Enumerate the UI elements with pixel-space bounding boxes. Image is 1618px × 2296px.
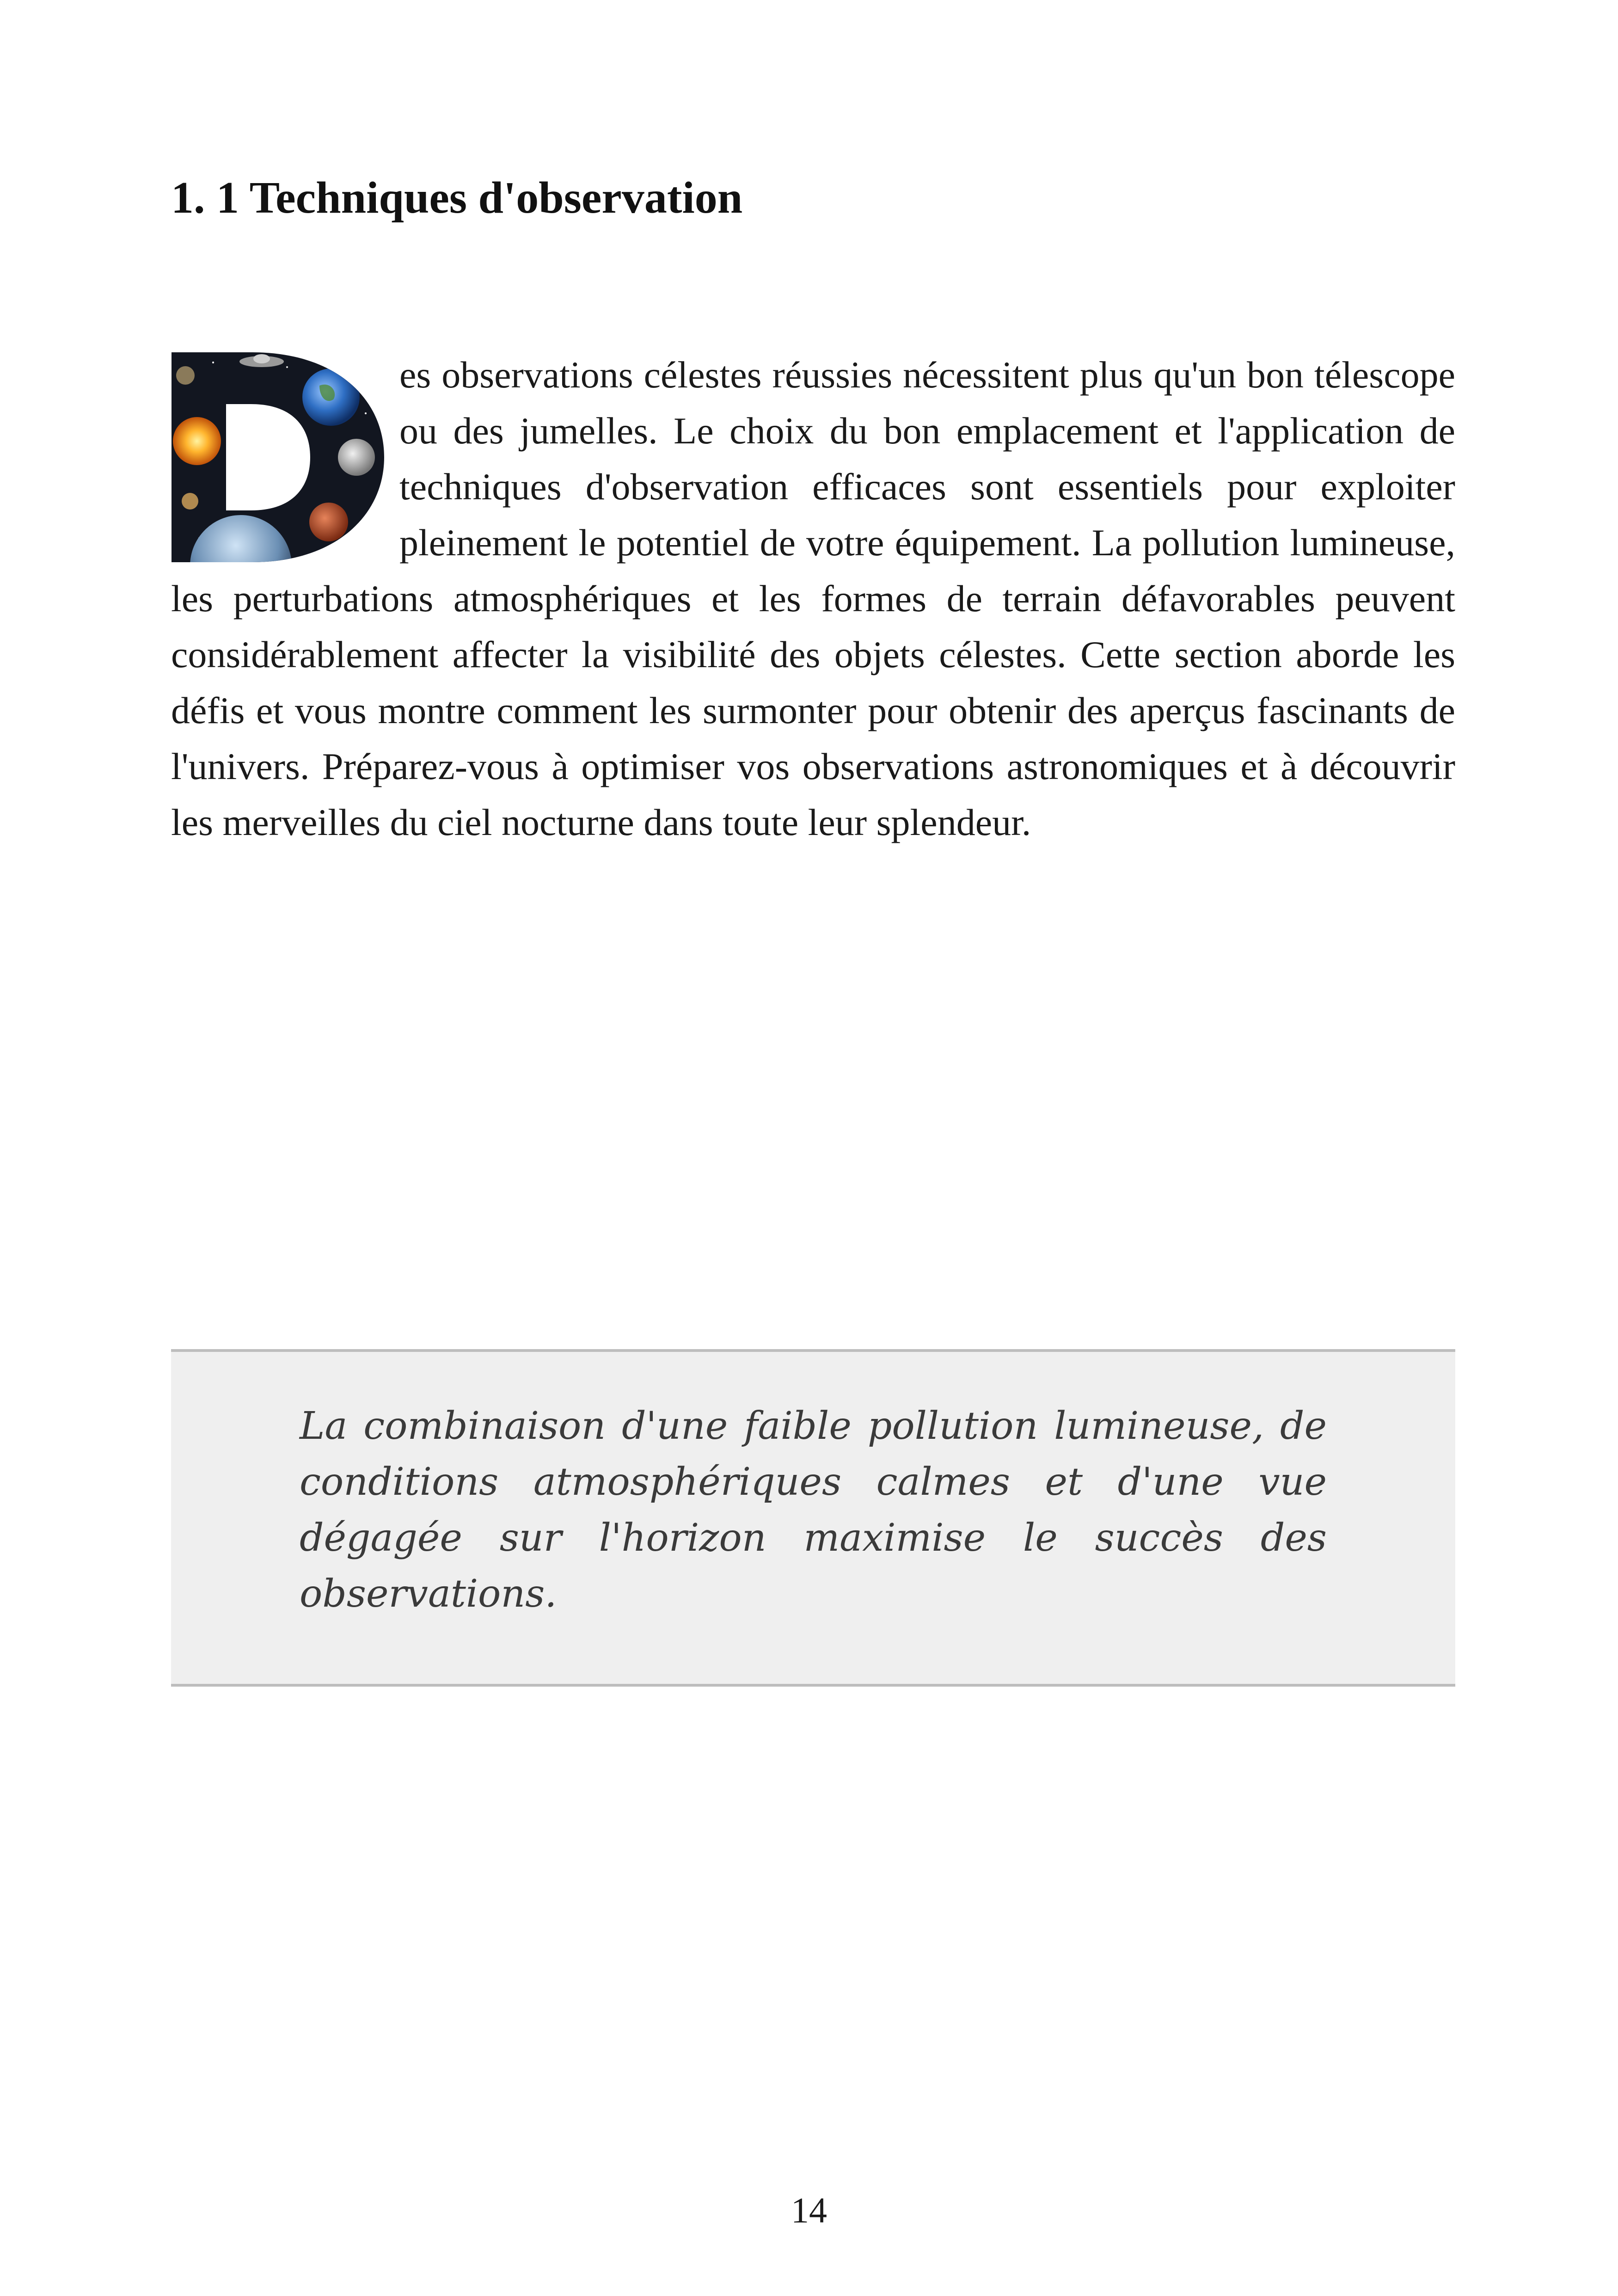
callout-text: La combinaison d'une faible pollution lumineuse, de conditions atmosphériques calmes et d'une vue dégagée sur l'horizon maximise le succès des observations. bbox=[300, 1404, 1327, 1616]
page-number: 14 bbox=[791, 2190, 827, 2230]
dropcap-D-planets-icon bbox=[171, 349, 385, 566]
section-heading: 1. 1 Techniques d'observation bbox=[171, 173, 743, 223]
intro-text: es observations célestes réussies nécessitent plus qu'un bon télescope ou des jumelles. Le choix du bon emplacement et l'application de techniques d'observation efficaces sont essentiels pour exploiter pleinement le potentiel de votre équipement. La pollution lumineuse, les perturbations atmosphériques et les formes de terrain défavorables peuvent considérablement affecter la visibilité des objets célestes. Cette section aborde les défis et vous montre comment les surmonter pour obtenir des aperçus fascinants de l'univers. Préparez-vous à optimiser vos observations astronomiques et à découvrir les merveilles du ciel nocturne dans toute leur splendeur. bbox=[171, 354, 1455, 843]
intro-paragraph bbox=[171, 347, 1455, 850]
callout-box bbox=[171, 1349, 1455, 1687]
